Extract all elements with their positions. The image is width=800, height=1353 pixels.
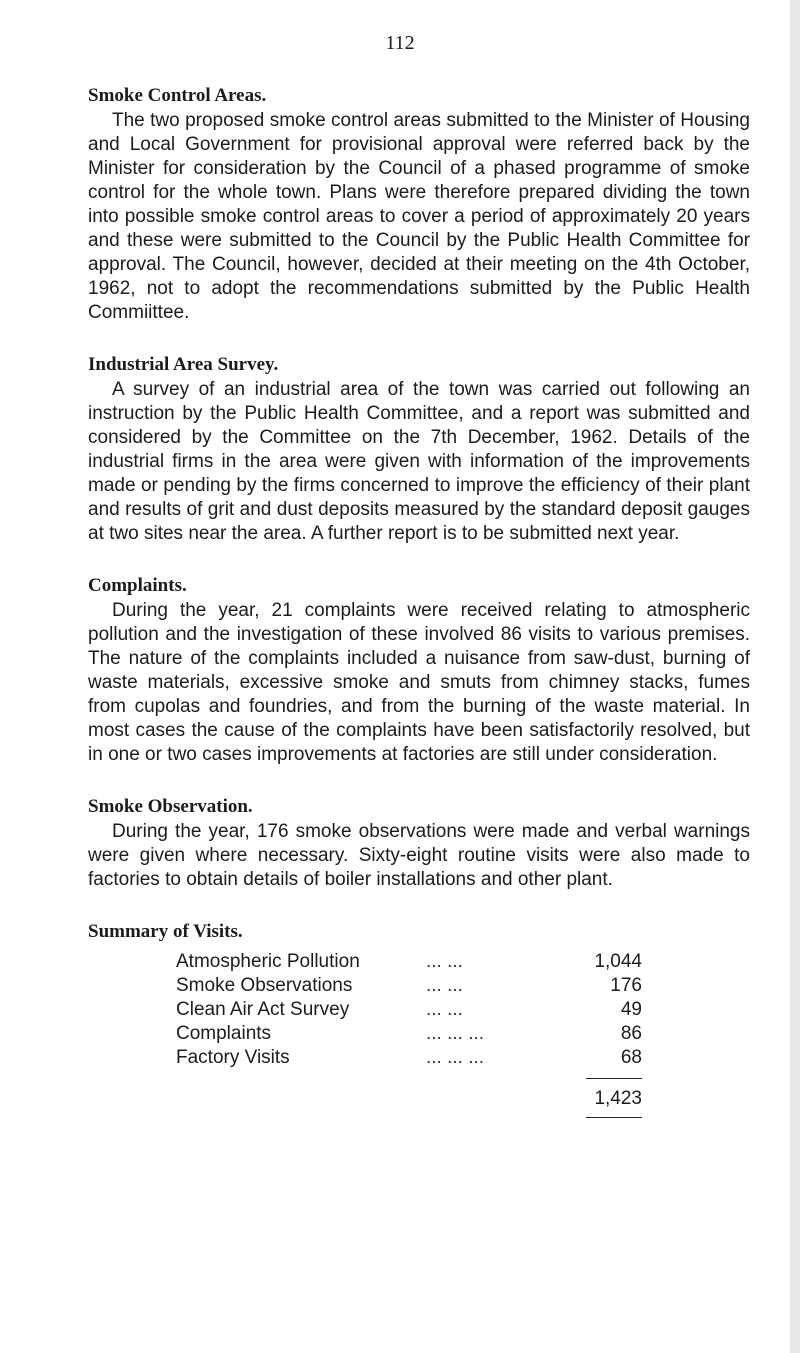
summary-row-value: 176	[610, 975, 642, 996]
summary-row	[176, 1022, 750, 1046]
summary-row-leader: ... ...	[426, 951, 463, 972]
page-number: 112	[385, 32, 415, 54]
summary-row-value: 1,044	[594, 951, 642, 972]
summary-of-visits	[88, 920, 750, 1118]
summary-table	[176, 950, 750, 1118]
summary-row	[176, 1046, 750, 1070]
summary-row-label: Clean Air Act Survey	[176, 999, 350, 1020]
section-paragraph: During the year, 21 complaints were received relating to atmospheric pollution and the investigation of these involved 86 visits to various premises. The nature of the complaints included a nuisance from saw-dust, burning of waste materials, excessive smoke and smuts from chimney stacks, fumes from cupolas and foundries, and from the burning of the waste material. In most cases the cause of the complaints have been satisfactorily resolved, but in one or two cases improvements at factories are still under consideration.	[88, 600, 750, 765]
summary-row-value: 68	[620, 1047, 642, 1068]
page-edge-strip	[790, 0, 800, 1353]
summary-row	[176, 950, 750, 974]
summary-row	[176, 998, 750, 1022]
summary-row-label: Factory Visits	[176, 1047, 290, 1068]
section-smoke-control-areas	[88, 84, 750, 325]
summary-row-leader: ... ...	[426, 999, 463, 1020]
summary-row-leader: ... ... ...	[426, 1023, 485, 1044]
section-heading: Smoke Observation.	[88, 796, 253, 817]
section-paragraph: A survey of an industrial area of the town was carried out following an instruction by the Public Health Committee, and a report was submitted and considered by the Committee on the 7th December, 1962. Details of the industrial firms in the area were given with information of the improvements made or pending by the firms concerned to improve the efficiency of their plant and results of grit and dust deposits measured by the standard deposit gauges at two sites near the area. A further report is to be submitted next year.	[88, 379, 750, 544]
summary-total-row	[176, 1087, 750, 1111]
total-rule-top	[586, 1078, 642, 1079]
summary-row-value: 49	[620, 999, 642, 1020]
summary-heading: Summary of Visits.	[88, 921, 243, 942]
summary-row-leader: ... ...	[426, 975, 463, 996]
section-paragraph: During the year, 176 smoke observations were made and verbal warnings were given where necessary. Sixty-eight routine visits were also made to factories to obtain details of boiler installations and other plant.	[88, 821, 750, 890]
summary-row-label: Complaints	[176, 1023, 272, 1044]
section-heading: Industrial Area Survey.	[88, 354, 279, 375]
summary-row-leader: ... ... ...	[426, 1047, 485, 1068]
summary-row-label: Atmospheric Pollution	[176, 951, 360, 972]
section-industrial-area-survey	[88, 353, 750, 546]
section-heading: Smoke Control Areas.	[88, 85, 267, 106]
summary-total-value: 1,423	[594, 1088, 642, 1109]
section-smoke-observation	[88, 795, 750, 892]
summary-row-value: 86	[620, 1023, 642, 1044]
total-rule-bottom	[586, 1117, 642, 1118]
section-complaints	[88, 574, 750, 767]
section-heading: Complaints.	[88, 575, 187, 596]
document-body	[88, 84, 750, 1118]
summary-row	[176, 974, 750, 998]
section-paragraph: The two proposed smoke control areas submitted to the Minister of Housing and Local Government for provisional approval were referred back by the Minister for consideration by the Council of a phased programme of smoke control for the whole town. Plans were therefore prepared dividing the town into possible smoke control areas to cover a period of approximately 20 years and these were submitted to the Council by the Public Health Committee for approval. The Council, however, decided at their meeting on the 4th October, 1962, not to adopt the recommendations submitted by the Public Health Commiittee.	[88, 110, 750, 323]
summary-row-label: Smoke Observations	[176, 975, 353, 996]
